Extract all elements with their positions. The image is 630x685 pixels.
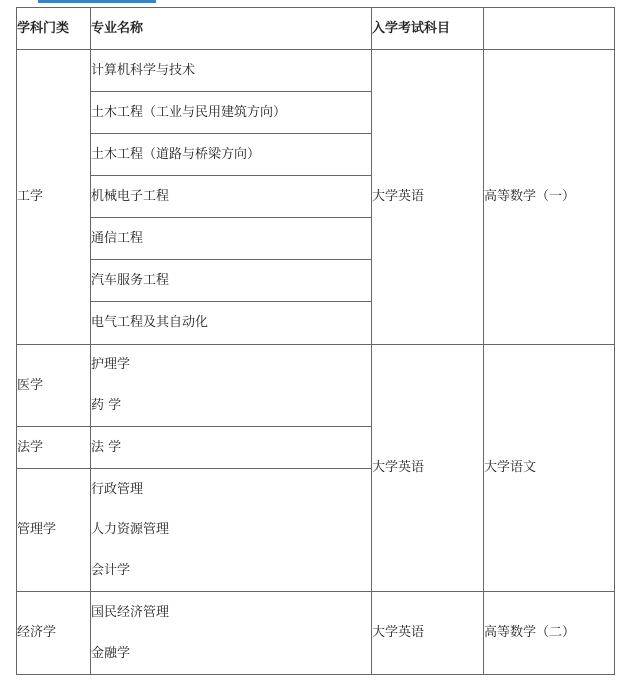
major-item: 土木工程（道路与桥梁方向） (91, 134, 371, 176)
category-engineering: 工学 (17, 50, 91, 345)
category-law: 法学 (17, 427, 91, 469)
header-row (17, 8, 615, 50)
subject-exam-table (16, 7, 615, 675)
major-item: 汽车服务工程 (91, 260, 371, 302)
exam1-medicine-law-management: 大学英语 (372, 345, 484, 592)
table-row (17, 345, 615, 427)
exam2-medicine-law-management: 大学语文 (484, 345, 615, 592)
exam1-economics: 大学英语 (372, 592, 484, 675)
category-economics: 经济学 (17, 592, 91, 675)
major-list-economics (91, 592, 372, 675)
exam2-economics: 高等数学（二） (484, 592, 615, 675)
top-link-underline (38, 0, 156, 3)
header-exam-subjects: 入学考试科目 (372, 8, 484, 50)
major-item: 机械电子工程 (91, 176, 371, 218)
major-list-law (91, 427, 372, 469)
major-item: 土木工程（工业与民用建筑方向） (91, 92, 371, 134)
header-category: 学科门类 (17, 8, 91, 50)
major-item: 电气工程及其自动化 (91, 315, 209, 330)
major-list-management (91, 469, 372, 592)
major-list-engineering (91, 50, 372, 345)
major-item: 护理学 (91, 357, 131, 372)
header-empty (484, 8, 615, 50)
table-row (17, 592, 615, 675)
category-medicine: 医学 (17, 345, 91, 427)
major-item: 国民经济管理 (91, 604, 170, 620)
exam1-engineering: 大学英语 (372, 50, 484, 345)
exam2-engineering: 高等数学（一） (484, 50, 615, 345)
major-item: 行政管理 (91, 481, 144, 497)
major-item: 会计学 (91, 562, 131, 578)
major-list-medicine (91, 345, 372, 427)
header-major: 专业名称 (91, 8, 372, 50)
major-item: 法 学 (91, 439, 122, 455)
major-item: 金融学 (91, 645, 131, 661)
major-item: 计算机科学与技术 (91, 50, 371, 92)
major-item: 人力资源管理 (91, 522, 170, 537)
major-item: 通信工程 (91, 218, 371, 260)
table-row (17, 50, 615, 345)
major-item: 药 学 (91, 397, 122, 413)
category-management: 管理学 (17, 469, 91, 592)
